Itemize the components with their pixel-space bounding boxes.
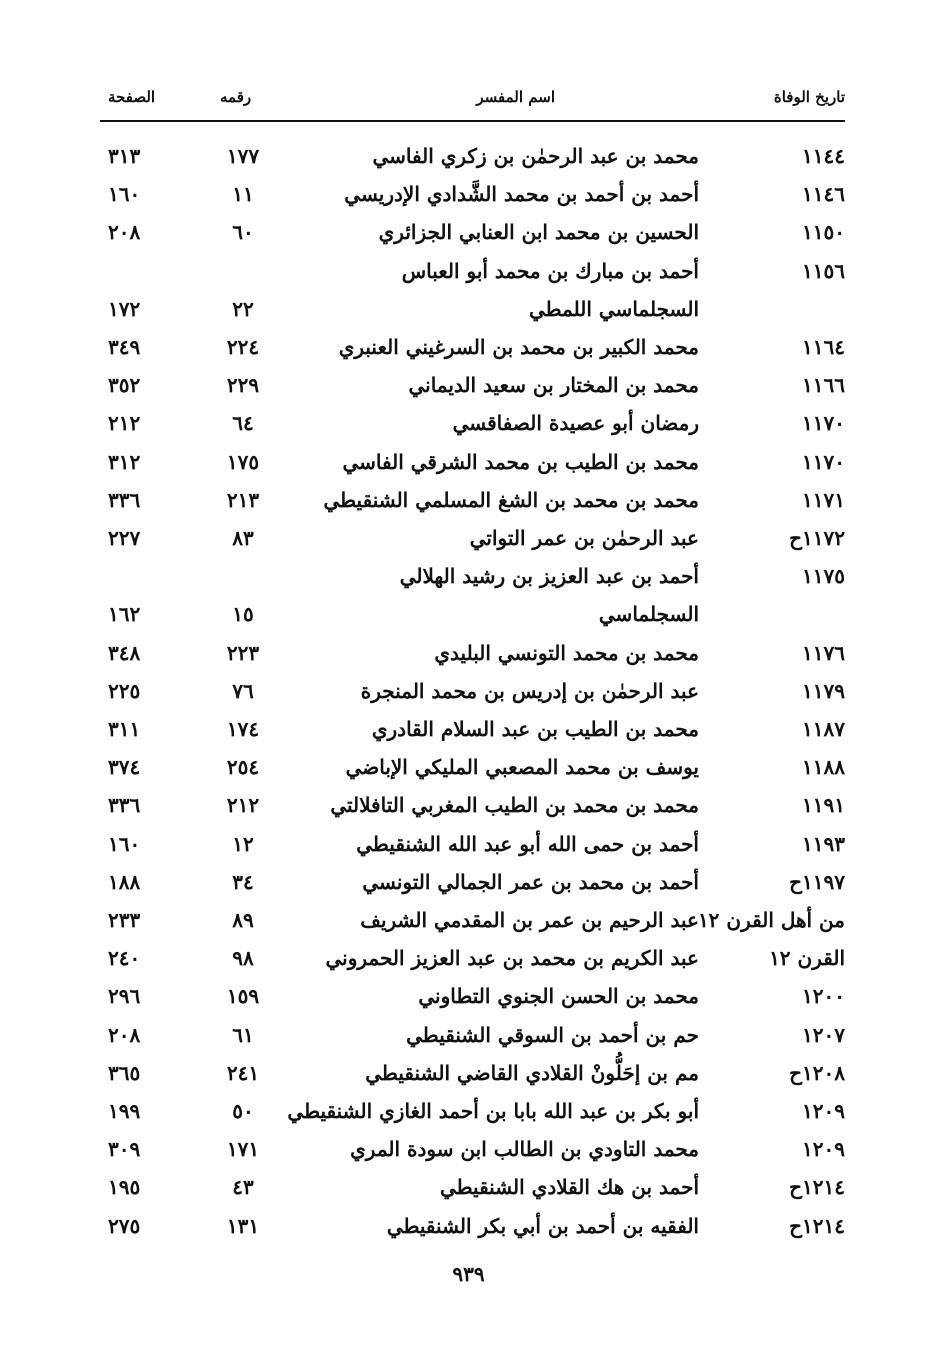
row-page: ٣٤٩ — [108, 335, 141, 359]
row-name: عبد الكريم بن محمد بن عبد العزيز الحمروني — [325, 946, 699, 971]
row-page: ٢٤٠ — [108, 946, 141, 971]
header-death-date: تاريخ الوفاة — [773, 88, 845, 106]
row-death-date: ١٢١٤ح — [789, 1213, 845, 1238]
row-page: ١٦٢ — [108, 602, 141, 627]
table-row — [100, 1057, 845, 1095]
table-row — [100, 1133, 845, 1171]
row-page: ١٩٩ — [108, 1099, 141, 1123]
table-row — [100, 1210, 845, 1248]
row-page: ٢٩٦ — [108, 984, 141, 1009]
row-number: ٢١٣ — [226, 487, 260, 512]
row-number: ٢٢٤ — [226, 335, 260, 359]
table-row — [100, 140, 845, 178]
row-number: ١٢ — [232, 831, 254, 856]
row-name: أحمد بن حمى الله أبو عبد الله الشنقيطي — [356, 831, 699, 856]
table-row — [100, 255, 845, 293]
row-death-date: من أهل القرن ١٢ — [697, 908, 845, 932]
row-death-date: ١٢٠٩ — [802, 1137, 845, 1162]
row-number: ٢٥٤ — [226, 755, 260, 780]
row-death-date: ١١٦٦ — [802, 373, 845, 398]
row-page: ٣٥٢ — [108, 373, 141, 398]
row-number: ٧٦ — [232, 678, 254, 703]
row-page: ٢٢٥ — [108, 678, 141, 703]
row-death-date: ١١٧٥ — [802, 564, 845, 589]
row-death-date: ١١٥٠ — [802, 220, 845, 245]
row-death-date: ١١٤٤ — [802, 144, 845, 168]
row-death-date: ١١٩٧ح — [789, 869, 845, 894]
row-number: ١٣١ — [226, 1213, 260, 1238]
row-name: محمد بن محمد التونسي البليدي — [434, 640, 699, 665]
row-name: عبد الرحمٰن بن إدريس بن محمد المنجرة — [360, 678, 699, 703]
row-name: أحمد بن مبارك بن محمد أبو العباس — [401, 258, 699, 283]
row-name: حم بن أحمد بن السوقي الشنقيطي — [406, 1022, 699, 1047]
row-page: ٢٠٨ — [108, 220, 141, 245]
row-death-date: ١١٤٦ — [802, 182, 845, 207]
row-page: ٢٠٨ — [108, 1022, 141, 1047]
table-row — [100, 598, 845, 636]
row-death-date: ١١٩١ — [802, 793, 845, 818]
row-number: ٤٣ — [232, 1175, 254, 1200]
row-name: محمد بن الطيب بن محمد الشرقي الفاسي — [342, 449, 699, 474]
row-page: ٣٠٩ — [108, 1137, 141, 1162]
row-number: ٢٢٩ — [226, 373, 260, 398]
table-row — [100, 980, 845, 1018]
table-row — [100, 407, 845, 445]
row-number: ٨٣ — [232, 526, 254, 550]
page-number: ٩٣٩ — [452, 1262, 485, 1286]
table-row — [100, 293, 845, 331]
row-death-date: ١١٧٠ — [802, 411, 845, 436]
row-number: ١٧٤ — [226, 717, 260, 741]
row-number: ٢٢ — [232, 296, 254, 321]
row-name: الفقيه بن أحمد بن أبي بكر الشنقيطي — [386, 1213, 699, 1238]
header-page: الصفحة — [108, 88, 156, 106]
row-page: ٢١٢ — [108, 411, 141, 436]
row-death-date: ١١٧٩ — [802, 678, 845, 703]
row-name: محمد بن محمد بن الشغ المسلمي الشنقيطي — [323, 487, 699, 512]
table-row — [100, 446, 845, 484]
table-row — [100, 522, 845, 560]
table-row — [100, 637, 845, 675]
row-death-date: ١١٦٤ — [802, 335, 845, 359]
row-number: ٦٠ — [232, 220, 254, 245]
row-page: ٣٤٨ — [108, 640, 141, 665]
row-page: ٢٧٥ — [108, 1213, 141, 1238]
row-name: أبو بكر بن عبد الله بابا بن أحمد الغازي الشنقيطي — [287, 1099, 699, 1123]
row-name: محمد بن محمد بن الطيب المغربي التافلالتي — [330, 793, 699, 818]
table-row — [100, 178, 845, 216]
table-row — [100, 1171, 845, 1209]
row-page: ١٦٠ — [108, 831, 141, 856]
table-row — [100, 675, 845, 713]
row-death-date: ١١٥٦ — [802, 258, 845, 283]
row-name: يوسف بن محمد المصعبي المليكي الإباضي — [345, 755, 699, 780]
row-name: أحمد بن هك القلادي الشنقيطي — [439, 1175, 699, 1200]
row-death-date: ١١٧١ — [802, 487, 845, 512]
table-row — [100, 331, 845, 369]
row-name: محمد بن الحسن الجنوي التطاوني — [418, 984, 699, 1009]
row-name: السجلماسي اللمطي — [529, 296, 699, 321]
table-row — [100, 1019, 845, 1057]
row-death-date: ١٢١٤ح — [789, 1175, 845, 1200]
row-name: السجلماسي — [598, 602, 699, 627]
row-number: ٢١٢ — [226, 793, 260, 818]
row-number: ٣٤ — [232, 869, 254, 894]
row-name: محمد التاودي بن الطالب ابن سودة المري — [350, 1137, 699, 1162]
table-row — [100, 789, 845, 827]
row-death-date: ١١٨٧ — [802, 717, 845, 741]
row-death-date: القرن ١٢ — [769, 946, 845, 971]
table-row — [100, 713, 845, 751]
row-name: محمد الكبير بن محمد بن السرغيني العنبري — [338, 335, 699, 359]
row-number: ١٥٩ — [226, 984, 260, 1009]
row-page: ٣٣٦ — [108, 487, 141, 512]
row-name: محمد بن المختار بن سعيد الديماني — [408, 373, 699, 398]
row-name: عبد الرحيم بن عمر بن المقدمي الشريف — [360, 908, 699, 932]
row-page: ٣١١ — [108, 717, 141, 741]
row-death-date: ١١٨٨ — [802, 755, 845, 780]
header-number: رقمه — [220, 88, 252, 106]
table-header — [100, 80, 845, 122]
row-death-date: ١١٧٠ — [802, 449, 845, 474]
table-row — [100, 904, 845, 942]
table-row — [100, 484, 845, 522]
row-number: ٢٢٣ — [226, 640, 260, 665]
row-number: ١٧٧ — [226, 144, 260, 168]
row-number: ٨٩ — [232, 908, 254, 932]
table-row — [100, 369, 845, 407]
row-death-date: ١٢٠٧ — [802, 1022, 845, 1047]
row-death-date: ١٢٠٩ — [802, 1099, 845, 1123]
row-number: ٦١ — [232, 1022, 254, 1047]
row-page: ٣١٣ — [108, 144, 141, 168]
row-page: ١٧٢ — [108, 296, 141, 321]
row-number: ١١ — [232, 182, 254, 207]
row-death-date: ١١٧٦ — [802, 640, 845, 665]
row-name: مم بن إحَلُّونْ القلادي القاضي الشنقيطي — [365, 1060, 699, 1085]
row-page: ٣٦٥ — [108, 1060, 141, 1085]
row-page: ٣١٢ — [108, 449, 141, 474]
row-name: أحمد بن محمد بن عمر الجمالي التونسي — [362, 869, 699, 894]
table-row — [100, 751, 845, 789]
row-page: ٣٣٦ — [108, 793, 141, 818]
row-name: أحمد بن عبد العزيز بن رشيد الهلالي — [399, 564, 699, 589]
table-row — [100, 216, 845, 254]
row-death-date: ١٢٠٠ — [802, 984, 845, 1009]
table-row — [100, 560, 845, 598]
table-row — [100, 828, 845, 866]
row-name: عبد الرحمٰن بن عمر التواتي — [469, 526, 699, 550]
row-death-date: ١٢٠٨ح — [789, 1060, 845, 1085]
table-row — [100, 866, 845, 904]
row-page: ١٨٨ — [108, 869, 141, 894]
row-name: الحسين بن محمد ابن العنابي الجزائري — [378, 220, 699, 245]
row-number: ٢٤١ — [226, 1060, 260, 1085]
row-name: رمضان أبو عصيدة الصفاقسي — [452, 411, 699, 436]
row-name: محمد بن الطيب بن عبد السلام القادري — [371, 717, 699, 741]
row-death-date: ١١٩٣ — [802, 831, 845, 856]
row-death-date: ١١٧٢ح — [789, 526, 845, 550]
row-number: ٩٨ — [232, 946, 254, 971]
header-name: اسم المفسر — [476, 88, 555, 106]
row-number: ٦٤ — [232, 411, 254, 436]
row-page: ١٩٥ — [108, 1175, 141, 1200]
table-row — [100, 1095, 845, 1133]
row-number: ١٧٥ — [226, 449, 260, 474]
row-page: ٣٧٤ — [108, 755, 141, 780]
row-name: محمد بن عبد الرحمٰن بن زكري الفاسي — [372, 144, 699, 168]
row-number: ٥٠ — [232, 1099, 254, 1123]
row-page: ٢٢٧ — [108, 526, 141, 550]
row-number: ١٧١ — [226, 1137, 260, 1162]
row-page: ١٦٠ — [108, 182, 141, 207]
table-row — [100, 942, 845, 980]
row-number: ١٥ — [232, 602, 254, 627]
row-name: أحمد بن أحمد بن محمد الشَّدادي الإدريسي — [344, 182, 699, 207]
row-page: ٢٣٣ — [108, 908, 141, 932]
